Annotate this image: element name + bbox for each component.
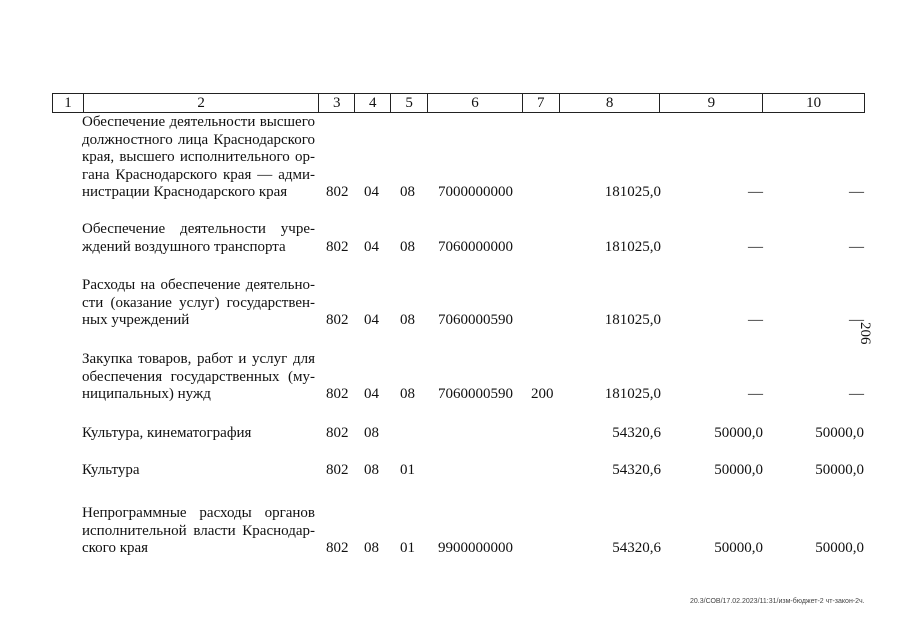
row-name	[82, 351, 315, 404]
row-name-line: ниципальных) нужд	[82, 386, 211, 402]
header-col-5: 5	[390, 94, 427, 112]
cell-c3: 802	[326, 462, 349, 478]
cell-c8: 54320,6	[612, 462, 661, 478]
cell-c8: 54320,6	[612, 540, 661, 556]
cell-c6: 7060000590	[438, 312, 513, 328]
cell-c4: 08	[364, 540, 379, 556]
header-col-4: 4	[354, 94, 390, 112]
cell-c5: 08	[400, 184, 415, 200]
cell-c4: 04	[364, 312, 379, 328]
cell-c3: 802	[326, 540, 349, 556]
footer-stamp: 20.3/СОВ/17.02.2023/11:31/изм-бюджет-2 чт-закон-2ч.	[690, 598, 865, 605]
cell-c9: 50000,0	[714, 425, 763, 441]
row-name	[82, 277, 315, 330]
header-col-2: 2	[83, 94, 318, 112]
cell-c6: 9900000000	[438, 540, 513, 556]
cell-c5: 08	[400, 386, 415, 402]
row-name-line: Непрограммные расходы органов	[82, 505, 315, 521]
cell-c6: 7060000590	[438, 386, 513, 402]
row-name	[82, 221, 315, 256]
cell-c9: 50000,0	[714, 462, 763, 478]
cell-c9-dash: —	[748, 386, 763, 402]
cell-c8: 181025,0	[604, 312, 661, 328]
table-header	[52, 93, 865, 113]
row-name-line: сти (оказание услуг) государствен-	[82, 294, 315, 311]
row-name-line: Закупка товаров, работ и услуг для	[82, 351, 315, 367]
row-name-line: Обеспечение деятельности высшего	[82, 114, 315, 130]
row-name	[82, 505, 315, 558]
cell-c3: 802	[326, 238, 349, 255]
row-name-line: ных учреждений	[82, 312, 190, 328]
row-name-line: ского края	[82, 540, 149, 556]
row-name	[82, 462, 315, 480]
header-col-6: 6	[427, 94, 522, 112]
cell-c6: 7060000000	[438, 238, 513, 255]
cell-c4: 08	[364, 462, 379, 478]
header-col-9: 9	[659, 94, 762, 112]
row-name-line: обеспечения государственных (му-	[82, 368, 315, 385]
row-name-line: Культура	[82, 462, 140, 478]
cell-c8: 54320,6	[612, 425, 661, 441]
cell-c3: 802	[326, 425, 349, 441]
header-col-3: 3	[318, 94, 354, 112]
row-name-line: должностного лица Краснодарского	[82, 131, 315, 148]
row-name-line: нистрации Краснодарского края	[82, 184, 288, 200]
cell-c5: 01	[400, 462, 415, 478]
cell-c3: 802	[326, 184, 349, 200]
row-name-line: края, высшего исполнительного ор-	[82, 149, 315, 165]
cell-c6: 7000000000	[438, 184, 513, 200]
page-number: 206	[857, 322, 873, 345]
cell-c4: 08	[364, 425, 379, 441]
cell-c3: 802	[326, 312, 349, 328]
cell-c10: 50000,0	[815, 425, 864, 441]
cell-c5: 08	[400, 312, 415, 328]
cell-c10-dash: —	[849, 184, 864, 200]
cell-c8: 181025,0	[604, 184, 661, 200]
cell-c10-dash: —	[849, 386, 864, 402]
row-name-line: исполнительной власти Краснодар-	[82, 522, 315, 539]
cell-c10: 50000,0	[815, 462, 864, 478]
cell-c4: 04	[364, 184, 379, 200]
row-name	[82, 425, 315, 443]
cell-c7: 200	[531, 386, 554, 402]
cell-c8: 181025,0	[604, 386, 661, 402]
row-name-line: Расходы на обеспечение деятельно-	[82, 277, 315, 293]
cell-c5: 08	[400, 238, 415, 255]
header-col-10: 10	[762, 94, 864, 112]
cell-c4: 04	[364, 386, 379, 402]
cell-c9-dash: —	[748, 238, 763, 255]
row-name-line: Культура, кинематография	[82, 425, 252, 441]
header-col-1: 1	[64, 95, 72, 111]
header-col-7: 7	[522, 94, 559, 112]
row-name-line: ждений воздушного транспорта	[82, 238, 286, 255]
cell-c9: 50000,0	[714, 540, 763, 556]
cell-c3: 802	[326, 386, 349, 402]
cell-c10-dash: —	[849, 238, 864, 255]
row-name-line: Обеспечение деятельности учре-	[82, 221, 315, 237]
cell-c4: 04	[364, 238, 379, 255]
header-col-8: 8	[559, 94, 660, 112]
row-name-line: гана Краснодарского края — адми-	[82, 166, 315, 183]
cell-c10: 50000,0	[815, 540, 864, 556]
cell-c5: 01	[400, 540, 415, 556]
cell-c9-dash: —	[748, 184, 763, 200]
cell-c9-dash: —	[748, 312, 763, 328]
row-name	[82, 114, 315, 202]
cell-c10-dash: —	[849, 312, 864, 328]
cell-c8: 181025,0	[604, 238, 661, 255]
